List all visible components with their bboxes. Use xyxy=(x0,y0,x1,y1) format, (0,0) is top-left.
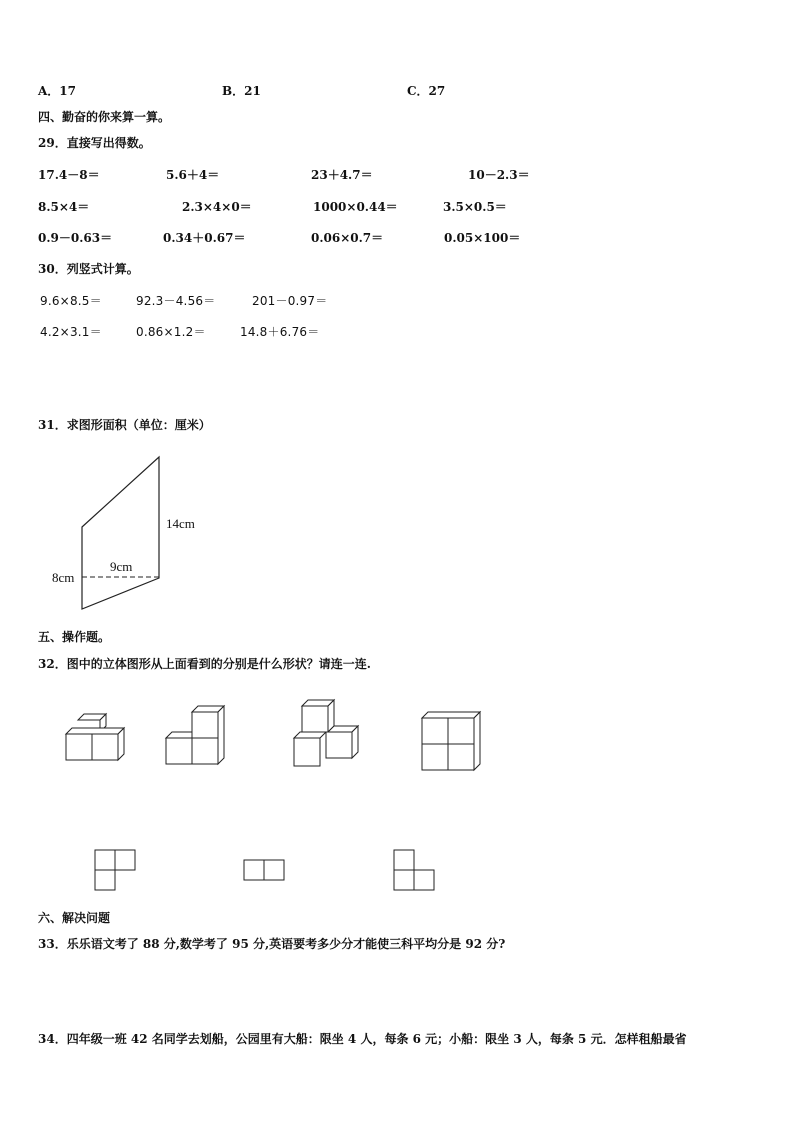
q29-item: 0.06×0.7＝ xyxy=(311,231,384,245)
section-5-heading: 五、操作题。 xyxy=(38,630,111,644)
q29-item: 1000×0.44＝ xyxy=(313,200,398,214)
q33-text: 33．乐乐语文考了 88 分,数学考了 95 分,英语要考多少分才能使三科平均分是 92 分? xyxy=(38,937,506,951)
q30-item: 201－0.97＝ xyxy=(252,294,328,308)
q29-item: 0.9－0.63＝ xyxy=(38,231,113,245)
q34-text: 34．四年级一班 42 名同学去划船，公园里有大船：限坐 4 人，每条 6 元；小船：限坐 3 人，每条 5 元．怎样租船最省 xyxy=(38,1032,687,1046)
q29-item: 17.4－8＝ xyxy=(38,168,100,182)
top-view-1 xyxy=(95,850,135,890)
label-right-side: 14cm xyxy=(166,516,195,531)
figure-3 xyxy=(294,700,358,766)
label-left-side: 8cm xyxy=(52,570,75,585)
q30-item: 4.2×3.1＝ xyxy=(40,325,102,339)
q29-item: 3.5×0.5＝ xyxy=(443,200,507,214)
option-b: B．21 xyxy=(222,84,261,98)
option-a: A．17 xyxy=(38,84,77,98)
q29-item: 23＋4.7＝ xyxy=(311,168,373,182)
q29-item: 0.05×100＝ xyxy=(444,231,521,245)
figure-1 xyxy=(66,714,124,760)
top-view-2 xyxy=(244,860,284,880)
q32-title: 32．图中的立体图形从上面看到的分别是什么形状？请连一连. xyxy=(38,657,371,671)
q29-title: 29．直接写出得数。 xyxy=(38,136,151,150)
top-view-3 xyxy=(394,850,434,890)
q30-item: 0.86×1.2＝ xyxy=(136,325,206,339)
q30-item: 92.3－4.56＝ xyxy=(136,294,216,308)
trapezoid-shape xyxy=(82,457,159,609)
q30-title: 30．列竖式计算。 xyxy=(38,262,139,276)
q29-item: 8.5×4＝ xyxy=(38,200,90,214)
section-4-heading: 四、勤奋的你来算一算。 xyxy=(38,110,171,124)
label-height: 9cm xyxy=(110,559,133,574)
q31-title: 31．求图形面积（单位：厘米） xyxy=(38,418,211,432)
q30-item: 14.8＋6.76＝ xyxy=(240,325,320,339)
q29-item: 0.34＋0.67＝ xyxy=(163,231,246,245)
figure-4 xyxy=(422,712,480,770)
q29-item: 10－2.3＝ xyxy=(468,168,530,182)
section-6-heading: 六、解决问题 xyxy=(38,911,111,925)
q29-item: 2.3×4×0＝ xyxy=(182,200,252,214)
q29-item: 5.6＋4＝ xyxy=(166,168,220,182)
figure-2 xyxy=(166,706,224,764)
option-c: C．27 xyxy=(407,84,446,98)
q30-item: 9.6×8.5＝ xyxy=(40,294,102,308)
